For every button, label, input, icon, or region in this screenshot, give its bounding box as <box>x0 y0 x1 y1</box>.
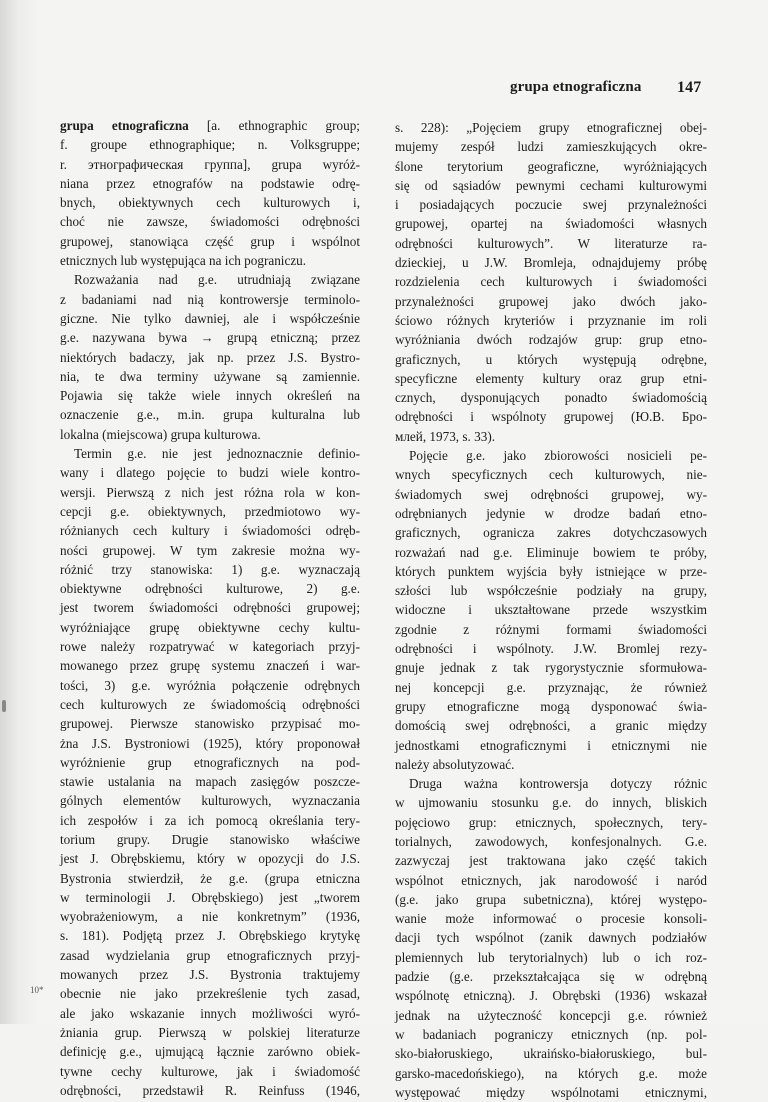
text-line: wnych specyficznych cech kulturowych, nie- <box>395 467 707 483</box>
text-line: z badaniami nad nią kontrowersje terminolo- <box>60 291 360 307</box>
text-line: cznych, dysponujących ponadto świadomością <box>395 390 707 406</box>
text-line: specyficzne elementy kultury oraz grup etni- <box>395 370 707 386</box>
text-line: rozważań nad g.e. Eliminuje bowiem te próby, <box>395 544 707 560</box>
text-line: dzieckiej, u J.W. Bromleja, odnajdujemy próbę <box>395 255 707 271</box>
text-line: rowe należy rozpatrywać w kategoriach przyj- <box>60 639 360 655</box>
text-line: świadomych swej odrębności grupowej, wy- <box>395 486 707 502</box>
text-line: w badaniach pograniczy etnicznych (np. pol- <box>395 1026 707 1042</box>
text-line: różnić trzy stanowiska: 1) g.e. wyznaczają <box>60 561 360 577</box>
text-line: graficznych, ogranicza zakres dotychczasowych <box>395 525 707 541</box>
text-line: rozdzielenia cech kulturowych i świadomości <box>395 274 707 290</box>
signature-mark: 10* <box>30 985 44 995</box>
text-line: wyróżnienie grup etnograficznych na pod- <box>60 754 360 770</box>
text-line: różnianych cech kultury i świadomości odręb- <box>60 523 360 539</box>
text-line: nia, te dwa terminy używane są zamiennie. <box>60 368 360 384</box>
text-line: r. этнографическая группа], grupa wyróż- <box>60 156 360 172</box>
text-line: graficznych, u których występują odrębne, <box>395 351 707 367</box>
text-line: niana przez etnografów na podstawie odrę- <box>60 175 360 191</box>
text-line: gnuje jednak z tak rygorystycznie sformułowa- <box>395 660 707 676</box>
text-line: zgodnie z różnymi formami świadomości <box>395 621 707 637</box>
text-line: grupa etnograficzna [a. ethnographic group; <box>60 118 360 133</box>
text-line: etnicznych lub występująca na ich pograniczu. <box>60 253 307 269</box>
text-line: jest J. Obrębskiemu, który w opozycji do J.S. <box>60 851 360 867</box>
text-line: oznaczenie g.e., m.in. grupa kulturalna lub <box>60 407 360 423</box>
text-line: wersji. Pierwszą z nich jest różna rola w kon- <box>60 484 360 500</box>
text-line: cech kulturowych ze świadomością odrębności <box>60 696 360 712</box>
text-line: odrębności kulturowych”. W literaturze ra- <box>395 235 707 251</box>
text-line: Pojawia się także wiele innych określeń na <box>60 388 360 404</box>
text-line: stawie ustalania na mapach zasięgów poszcze- <box>60 774 360 790</box>
text-line: mowanych przez J.S. Bystronia traktujemy <box>60 967 360 983</box>
text-line: torium grupy. Drugie stanowisko właściwe <box>60 831 360 847</box>
running-head-term: grupa etnograficzna <box>510 79 642 95</box>
text-line: odrębności i wspólnoty grupowej (Ю.В. Бро- <box>395 409 707 425</box>
text-line: s. 181). Podjętą przez J. Obrębskiego krytykę <box>60 928 360 944</box>
text-line: choć nie zawsze, świadomości odrębności <box>60 214 360 230</box>
text-line: lokalna (miejscowa) grupa kulturowa. <box>60 426 261 442</box>
text-line: grupy etnograficzne mogą dysponować świa- <box>395 698 707 714</box>
text-line: których punktem wyjścia były istniejące w prze- <box>395 563 707 579</box>
text-line: jednostkami etnograficznymi i etnicznymi nie <box>395 737 707 753</box>
text-line: Druga ważna kontrowersja dotyczy różnic <box>409 776 707 792</box>
text-line: nej koncepcji g.e. przyznając, że również <box>395 679 707 695</box>
text-line: jednak na użyteczność koncepcji g.e. również <box>395 1007 707 1023</box>
text-line: zazwyczaj jest traktowana jako część takich <box>395 853 707 869</box>
text-line: należy absolutyzować. <box>395 756 515 772</box>
text-line: cepcji g.e. obiektywnych, przedmiotowo wy- <box>60 503 360 519</box>
text-line: żna J.S. Bystroniowi (1925), który proponował <box>60 735 360 751</box>
text-line: mowanego przez grupę systemu znaczeń i war- <box>60 658 360 674</box>
text-line: grupowej, opartej na świadomości własnych <box>395 216 707 232</box>
text-line: ności grupowej. W tym zakresie można wy- <box>60 542 360 558</box>
text-line: (g.e. jako grupa subetniczna), której występo- <box>395 891 707 907</box>
text-line: g.e. nazywana bywa → grupą etniczną; przez <box>60 330 360 346</box>
text-line: mujemy zespół ludzi zamieszkujących okre- <box>395 139 707 155</box>
text-line: tości, 3) g.e. wyróżnia połączenie odrębnych <box>60 677 360 693</box>
text-line: pojęciowo grup: etnicznych, społecznych, tery- <box>395 814 707 830</box>
text-line: wyobrażeniowym, a nie konkretnym” (1936, <box>60 909 360 925</box>
text-line: zasad wydzielania grup etnograficznych przyj- <box>60 947 360 963</box>
text-line: widoczne i ukształtowane przede wszystkim <box>395 602 707 618</box>
text-line: wspólnot etnicznych, jak narodowość i naród <box>395 872 707 888</box>
binding-shadow <box>2 700 6 712</box>
text-line: bnych, obiektywnych cech kulturowych i, <box>60 195 360 211</box>
text-line: odrębności i wspólnoty. J.W. Bromlej rezy- <box>395 641 707 657</box>
text-line: ich zespołów i za ich pomocą określania tery- <box>60 812 360 828</box>
text-line: padzie (g.e. przekształcająca się w odrębną <box>395 969 707 985</box>
text-line: giczne. Nie tylko dawniej, ale i współcześnie <box>60 310 360 326</box>
text-line: odrębnianych jedynie w drodze badań etno- <box>395 505 707 521</box>
text-line: torialnych, zawodowych, konfesjonalnych. G.e. <box>395 833 707 849</box>
text-line: występować między wspólnotami etnicznymi, <box>395 1084 707 1100</box>
text-line: w ujmowaniu stosunku g.e. do innych, bliskich <box>395 795 707 811</box>
text-line: plemiennych lub terytorialnych) lub o ich roz- <box>395 949 707 965</box>
text-line: wanie może informować o procesie konsoli- <box>395 911 707 927</box>
text-line: ściowo różnych kryteriów i przyznanie im roli <box>395 312 707 328</box>
right-column <box>395 118 707 1102</box>
text-line: wyróżniające grupę obiektywne cechy kultu- <box>60 619 360 635</box>
text-line: niektórych badaczy, jak np. przez J.S. Bystro- <box>60 349 360 365</box>
text-line: dacji tych wspólnot (zanik dawnych podziałów <box>395 930 707 946</box>
text-line: garsko-macedońskiego), na których g.e. może <box>395 1065 707 1081</box>
text-line: grupowej. Pierwsze stanowisko przypisać mo- <box>60 716 360 732</box>
running-head <box>506 79 710 99</box>
text-line: się od sąsiadów pewnymi cechami kulturowymi <box>395 177 707 193</box>
text-line: żniania grup. Pierwszą w polskiej literaturze <box>60 1024 360 1040</box>
text-line: w terminologii J. Obrębskiego) jest „tworem <box>60 889 360 905</box>
text-line: wany i dlatego pojęcie to budzi wiele kontro- <box>60 465 360 481</box>
text-line: sko-białoruskiego, ukraińsko-białoruskiego, bul- <box>395 1046 707 1062</box>
text-line: s. 228): „Pojęciem grupy etnograficznej obej- <box>395 120 707 135</box>
text-line: szłości lub współcześnie podziały na grupy, <box>395 583 707 599</box>
text-line: jest tworem świadomości odrębności grupowej; <box>60 600 360 616</box>
text-line: ale jako wskazanie innych możliwości wyró- <box>60 1005 360 1021</box>
text-line: Pojęcie g.e. jako zbiorowości nosicieli pe- <box>409 448 707 464</box>
text-line: definicję g.e., ujmującą łącznie zarówno obiek- <box>60 1044 360 1060</box>
text-line: ślone terytorium geograficzne, wyróżniających <box>395 158 707 174</box>
text-line: i posiadających poczucie swej przynależności <box>395 197 707 213</box>
text-line: odrębności, przedstawił R. Reinfuss (1946, <box>60 1082 360 1098</box>
entry-headword: grupa etnograficzna <box>60 118 189 133</box>
text-line: wspólnotę etniczną). J. Obrębski (1936) wskazał <box>395 988 707 1004</box>
text-line: przynależności grupowej jako dwóch jako- <box>395 293 707 309</box>
text-line: obecnie nie jako przekreślenie tych zasad, <box>60 986 360 1002</box>
left-column <box>60 116 360 1100</box>
text-line: gólnych elementów kulturowych, wyznaczania <box>60 793 360 809</box>
text-line: tywne cechy kulturowe, jak i świadomość <box>60 1063 360 1079</box>
text-line: Bystronia stwierdził, że g.e. (grupa etniczna <box>60 870 360 886</box>
text-line: obiektywne odrębności kulturowe, 2) g.e. <box>60 581 360 597</box>
text-line: grupowej, stanowiąca część grup i wspólnot <box>60 233 360 249</box>
text-line: млей, 1973, s. 33). <box>395 428 496 444</box>
text-line: Termin g.e. nie jest jednoznacznie definio- <box>74 446 360 462</box>
text-line: f. groupe ethnographique; n. Volksgruppe; <box>60 137 360 153</box>
page-number: 147 <box>677 79 702 96</box>
text-line: domością swej odrębności, a granic między <box>395 718 707 734</box>
text-line: wyróżniania dwóch rodzajów grup: grup etno- <box>395 332 707 348</box>
text-line: Rozważania nad g.e. utrudniają związane <box>74 272 360 288</box>
